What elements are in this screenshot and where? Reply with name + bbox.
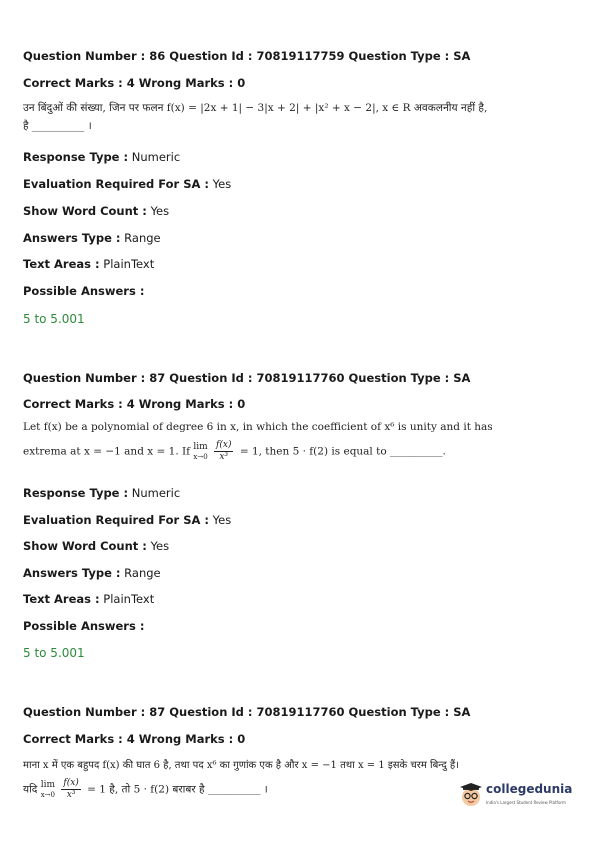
response-type-label: Response Type : <box>23 486 129 500</box>
text-areas-value: PlainText <box>103 257 155 271</box>
evaluation-value: Yes <box>212 513 232 527</box>
evaluation-label: Evaluation Required For SA : <box>23 177 210 191</box>
text-areas-label: Text Areas : <box>23 257 100 271</box>
fraction <box>214 440 233 463</box>
fraction-numerator: f(x) <box>63 778 79 788</box>
question-text-cont <box>23 778 268 801</box>
evaluation-row <box>23 513 231 527</box>
question-header: Question Number : 87 Question Id : 70819117760 Question Type : SA <box>23 371 471 385</box>
fraction-denominator: x³ <box>219 452 229 462</box>
word-count-row <box>23 539 169 553</box>
text-areas-row <box>23 257 154 271</box>
answers-type-row <box>23 566 161 580</box>
question-text-part-a: extrema at x = −1 and x = 1. If <box>23 445 191 458</box>
question-text-cont <box>23 440 446 463</box>
answers-type-label: Answers Type : <box>23 231 121 245</box>
question-header: Question Number : 86 Question Id : 70819117759 Question Type : SA <box>23 49 471 63</box>
limit-expression <box>193 442 207 462</box>
marks-line: Correct Marks : 4 Wrong Marks : 0 <box>23 732 246 746</box>
collegedunia-logo <box>458 778 578 818</box>
possible-answers-label: Possible Answers : <box>23 619 145 633</box>
possible-answer: 5 to 5.001 <box>23 646 85 660</box>
limit-subscript: x→0 <box>193 452 208 461</box>
answers-type-label: Answers Type : <box>23 566 121 580</box>
response-type-value: Numeric <box>131 150 181 164</box>
mascot-icon <box>458 782 484 808</box>
text-areas-row <box>23 592 154 606</box>
answers-type-value: Range <box>124 231 161 245</box>
limit-label: lim <box>193 441 208 452</box>
limit-subscript: x→0 <box>40 790 56 799</box>
fraction-denominator: x³ <box>66 790 76 800</box>
evaluation-row <box>23 177 231 191</box>
word-count-label: Show Word Count : <box>23 204 147 218</box>
marks-line: Correct Marks : 4 Wrong Marks : 0 <box>23 397 246 411</box>
response-type-value: Numeric <box>131 486 181 500</box>
evaluation-value: Yes <box>212 177 232 191</box>
word-count-value: Yes <box>150 204 170 218</box>
marks-line: Correct Marks : 4 Wrong Marks : 0 <box>23 76 246 90</box>
logo-tagline: India's Largest Student Review Platform <box>486 800 566 805</box>
logo-wordmark: collegedunia <box>486 782 573 796</box>
limit-label: lim <box>40 779 56 790</box>
fraction <box>61 778 80 801</box>
text-areas-label: Text Areas : <box>23 592 100 606</box>
possible-answer: 5 to 5.001 <box>23 312 85 326</box>
question-text-part-b: = 1, then 5 · f(2) is equal to __________. <box>239 445 446 458</box>
question-text-cont: है __________ । <box>23 120 92 132</box>
answers-type-value: Range <box>124 566 161 580</box>
response-type-row <box>23 150 180 164</box>
word-count-label: Show Word Count : <box>23 539 147 553</box>
response-type-row <box>23 486 180 500</box>
question-text-part-b: = 1 है, तो 5 · f(2) बराबर है __________ । <box>87 783 268 796</box>
question-text: उन बिंदुओं की संख्या, जिन पर फलन f(x) = |2x + 1| − 3|x + 2| + |x² + x − 2|, x ∈ R अवकलनीय नहीं है, <box>23 102 488 114</box>
word-count-row <box>23 204 169 218</box>
question-header: Question Number : 87 Question Id : 70819117760 Question Type : SA <box>23 705 471 719</box>
evaluation-label: Evaluation Required For SA : <box>23 513 210 527</box>
limit-expression <box>41 780 55 800</box>
question-text: माना x में एक बहुपद f(x) की घात 6 है, तथा पद x⁶ का गुणांक एक है और x = −1 तथा x = 1 इसके चरम बिन्दु हैं। <box>23 760 459 771</box>
question-text-part-a: यदि <box>23 783 38 796</box>
response-type-label: Response Type : <box>23 150 129 164</box>
answers-type-row <box>23 231 161 245</box>
question-text: Let f(x) be a polynomial of degree 6 in x, in which the coefficient of x⁶ is unity and it has <box>23 421 493 433</box>
possible-answers-label: Possible Answers : <box>23 284 145 298</box>
fraction-numerator: f(x) <box>216 440 232 450</box>
text-areas-value: PlainText <box>103 592 155 606</box>
word-count-value: Yes <box>150 539 170 553</box>
